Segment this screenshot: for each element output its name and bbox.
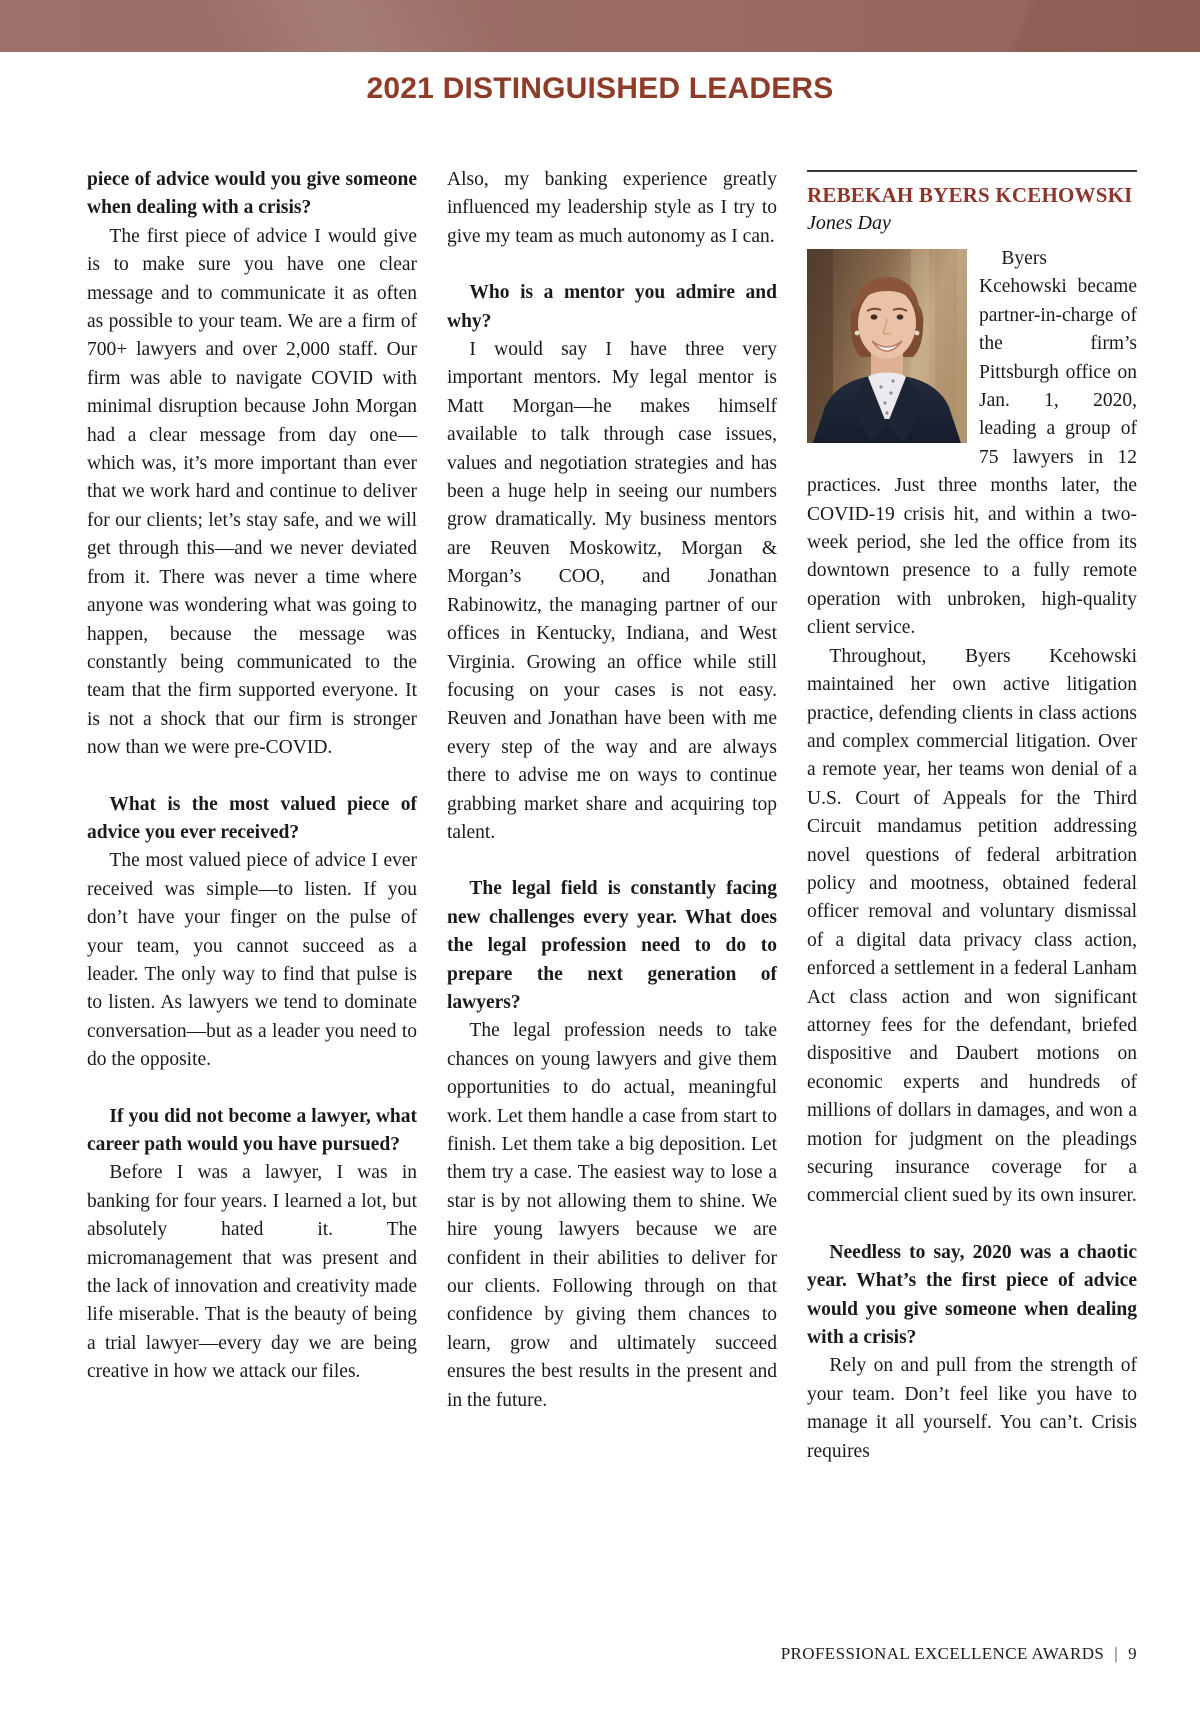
profile-firm: Jones Day [807, 212, 891, 234]
bio-paragraph: Throughout, Byers Kcehowski maintained her own active litigation practice, defending clients in class actions and complex commercial litigation. Over a remote year, her teams won denial of a U.S. Court of Appeals for the Third Circuit mandamus petition addressing novel questions of federal arbitration policy and mootness, obtained federal officer removal and voluntary dismissal of a digital data privacy class action, enforced a settlement in a federal Lanham Act class action and won significant attorney fees for the defendant, briefed dispositive and Daubert motions on economic experts and hundreds of millions of dollars in damages, and won a motion for judgment on the pleadings securing insurance coverage for a commercial client sued by its own insurer. [807, 645, 1137, 1207]
header-band [0, 0, 1200, 52]
question-heading: piece of advice would you give someone when dealing with a crisis? [87, 169, 417, 219]
answer-paragraph: The most valued piece of advice I ever received was simple—to listen. If you don’t have your finger on the pulse of your team, you cannot succeed as a leader. The only way to find that pulse is to listen. As lawyers we tend to dominate conversation—but as a leader you need to do the opposite. [87, 850, 417, 1071]
question-heading: Who is a mentor you admire and why? [447, 282, 777, 332]
question-heading: What is the most valued piece of advice you ever received? [87, 793, 417, 843]
page-title: 2021 DISTINGUISHED LEADERS [366, 72, 834, 105]
footer-label: PROFESSIONAL EXCELLENCE AWARDS [780, 1644, 1105, 1663]
footer-page-number: 9 [1128, 1644, 1137, 1663]
question-heading: If you did not become a lawyer, what career path would you have pursued? [87, 1105, 417, 1155]
answer-paragraph: Also, my banking experience greatly influenced my leadership style as I try to give my team as much autonomy as I can. [447, 169, 777, 247]
profile-bio [807, 245, 1137, 1466]
answer-paragraph: I would say I have three very important mentors. My legal mentor is Matt Morgan—he makes himself available to talk through case issues, values and negotiation strategies and has been a huge help in seeing our numbers grow dramatically. My business mentors are Reuven Moskowitz, Morgan & Morgan’s COO, and Jonathan Rabinowitz, the managing partner of our offices in Kentucky, Indiana, and West Virginia. Growing an office while still focusing on your cases is not easy. Reuven and Jonathan have been with me every step of the way and are always there to advise me on ways to continue grabbing market share and acquiring top talent. [447, 339, 777, 843]
profile-name: REBEKAH BYERS KCEHOWSKI [807, 183, 1133, 207]
answer-paragraph: Rely on and pull from the strength of your team. Don’t feel like you have to manage it all yourself. You can’t. Crisis requires [807, 1355, 1137, 1462]
answer-paragraph: The first piece of advice I would give is to make sure you have one clear message and to communicate it as often as possible to your team. We are a firm of 700+ lawyers and over 2,000 staff. Our firm was able to navigate COVID with minimal disruption because John Morgan had a clear message from day one—which was, it’s more important than ever that we work hard and continue to deliver for our clients; let’s stay safe, and we will get through this—and we never deviated from it. There was never a time where anyone was wondering what was going to happen, because the message was constantly being communicated to the team that the firm supported everyone. It is not a shock that our firm is stronger now than we were pre-COVID. [87, 225, 417, 759]
column-3-profile [807, 166, 1137, 1630]
bio-paragraph: Byers Kcehowski became partner-in-charge of the firm’s Pittsburgh office on Jan. 1, 2020, leading a group of 75 lawyers in 12 practices. Just three months later, the COVID-19 crisis hit, and within a two-week period, she led the office from its downtown presence to a fully remote operation with unbroken, high-quality client service. [807, 248, 1137, 639]
question-heading: The legal field is constantly facing new challenges every year. What does the legal profession need to do to prepare the next generation of lawyers? [447, 878, 777, 1013]
column-2 [447, 166, 777, 1630]
headshot-image [807, 249, 967, 443]
article-columns [87, 166, 1137, 1630]
column-1 [87, 166, 417, 1630]
answer-paragraph: The legal profession needs to take chances on young lawyers and give them opportunities to do actual, meaningful work. Let them handle a case from start to finish. Let them take a big deposition. Let them try a case. The easiest way to lose a star is by not allowing them to shine. We hire young lawyers because we are confident in their abilities to deliver for our clients. Following through on that confidence by giving them chances to learn, grow and ultimately succeed ensures the best results in the present and in the future. [447, 1020, 777, 1411]
answer-paragraph: Before I was a lawyer, I was in banking for four years. I learned a lot, but absolutely hated it. The micromanagement that was present and the lack of innovation and creativity made life miserable. That is the beauty of being a trial lawyer—every day we are being creative in how we attack our files. [87, 1162, 417, 1383]
footer-separator: | [1114, 1644, 1119, 1663]
page-footer [781, 1644, 1137, 1664]
question-heading: Needless to say, 2020 was a chaotic year. What’s the first piece of advice would you give someone when dealing with a crisis? [807, 1241, 1137, 1349]
profile-photo [807, 249, 967, 443]
profile-divider-rule [807, 170, 1137, 172]
